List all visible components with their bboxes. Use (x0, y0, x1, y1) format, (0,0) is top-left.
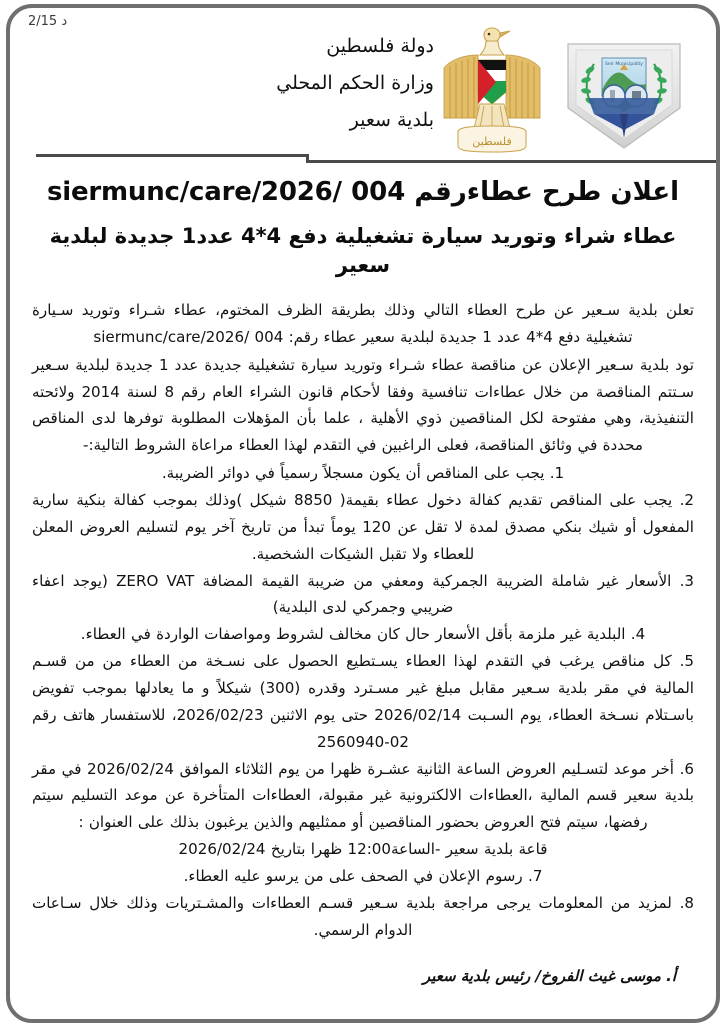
header-line-municipality: بلدية سعير (349, 109, 434, 132)
clause-item: 6. أخر موعد لتسـليم العروض الساعة الثانية عشـرة ظهرا من يوم الثلاثاء الموافق 2026/02/24 في مقر بلدية سعير قسم المالية ،العطاءات الالكترونية غير مقبولة، العطاءات المتأخرة عن موعد التسليم سيتم رفضها، سيتم فتح العروض بحضور المناقصين أو ممثليهم والذين يرغبون بذلك على العنوان : (32, 759, 694, 832)
header-authority-text (24, 26, 440, 139)
page-marker: د 2/15 (28, 14, 68, 29)
header-divider (10, 154, 716, 166)
announcement-body (10, 283, 716, 944)
clause-item: 3. الأسعار غير شاملة الضريبة الجمركية ومعفي من ضريبة القيمة المضافة ZERO VAT (يوجد اعفاء ضريبي وجمركي لدى البلدية) (32, 571, 694, 617)
document-header (10, 8, 716, 154)
palestinian-flag-shield-icon (478, 60, 506, 104)
emblem-group (440, 26, 690, 162)
tender-announcement-title: اعلان طرح عطاءرقم 004 /siermunc/care/2026 (46, 177, 680, 207)
intro-paragraph-2: تود بلدية سـعير الإعلان عن مناقصة عطاء شـراء وتوريد سيارة تشغيلية جديدة عدد 1 جديدة لبلدية سـعير سـتتم المناقصة من خلال عطاءات تنافسية وفقا لأحكام قانون الشراء العام رقم 8 لسنة 2014 ولائحته التنفيذية، وهي مفتوحة لكل المناقصين ذوي الأهلية ، علما بأن المؤهلات المطلوبة توفرها لدى المناقص محددة في وثائق المناقصة، فعلى الراغبين في التقدم لهذا العطاء مراعاة الشروط التالية:- (32, 355, 694, 455)
clause-venue-line: قاعة بلدية سعير -الساعة12:00 ظهرا بتاريخ 2026/02/24 (178, 840, 548, 859)
tender-subject-title: عطاء شراء وتوريد سيارة تشغيلية دفع 4*4 عدد1 جديدة لبلدية سعير (49, 224, 677, 277)
palestinian-coat-of-arms-icon (440, 22, 544, 162)
header-line-ministry: وزارة الحكم المحلي (276, 72, 434, 95)
signature-line: أ. موسى غيث الفروخ/ رئيس بلدية سعير (422, 967, 676, 985)
clause-item: 2. يجب على المناقص تقديم كفالة دخول عطاء بقيمة( 8850 شيكل )وذلك بموجب كفالة بنكية سارية المفعول أو شيك بنكي مصدق لمدة لا تقل عن 120 يوماً تبدأ من تاريخ آخر يوم لتسليم العروض المعلن للعطاء ولا تقبل الشيكات الشخصية. (32, 490, 695, 563)
clause-item: 1. يجب على المناقص أن يكون مسجلاً رسمياً في دوائر الضريبة. (161, 464, 565, 483)
intro-paragraph-1: تعلن بلدية سـعير عن طرح العطاء التالي وذلك بطريقة الظرف المختوم، عطاء شـراء وتوريد سـيارة تشغيلية دفع 4*4 عدد 1 جديدة لبلدية سعير عطاء رقم: 004 /siermunc/care/2026 (32, 300, 694, 346)
seir-municipality-logo-icon (558, 34, 690, 158)
announcement-title-block (10, 166, 716, 283)
clause-item: 5. كل مناقص يرغب في التقدم لهذا العطاء يسـتطيع الحصول على نسـخة من العطاء من من قسـم المالية في مقر بلدية سـعير مقابل مبلغ غير مسـترد وقدره (300) شيكلاً و ما يعادلها بموجب تفويض باسـتلام نسـخة العطاء، يوم السـبت 2026/02/14 حتى يوم الاثنين 2026/02/23، للاستفسار هاتف رقم 02-2560940 (32, 652, 695, 751)
announcement-document (6, 4, 720, 1023)
svg-text:Seir Municipality: Seir Municipality (604, 62, 644, 67)
header-line-state: دولة فلسطين (326, 35, 434, 57)
clause-item: 8. لمزيد من المعلومات يرجى مراجعة بلدية سـعير قسـم العطاءات والمشـتريات وذلك خلال سـاعات الدوام الرسمي. (32, 893, 694, 939)
clause-item: 7. رسوم الإعلان في الصحف على من يرسو عليه العطاء. (183, 867, 543, 885)
clause-item: 4. البلدية غير ملزمة بأقل الأسعار حال كان مخالف لشروط ومواصفات الواردة في العطاء. (80, 625, 646, 644)
emblem-scroll-text: فلسطين (472, 135, 512, 148)
